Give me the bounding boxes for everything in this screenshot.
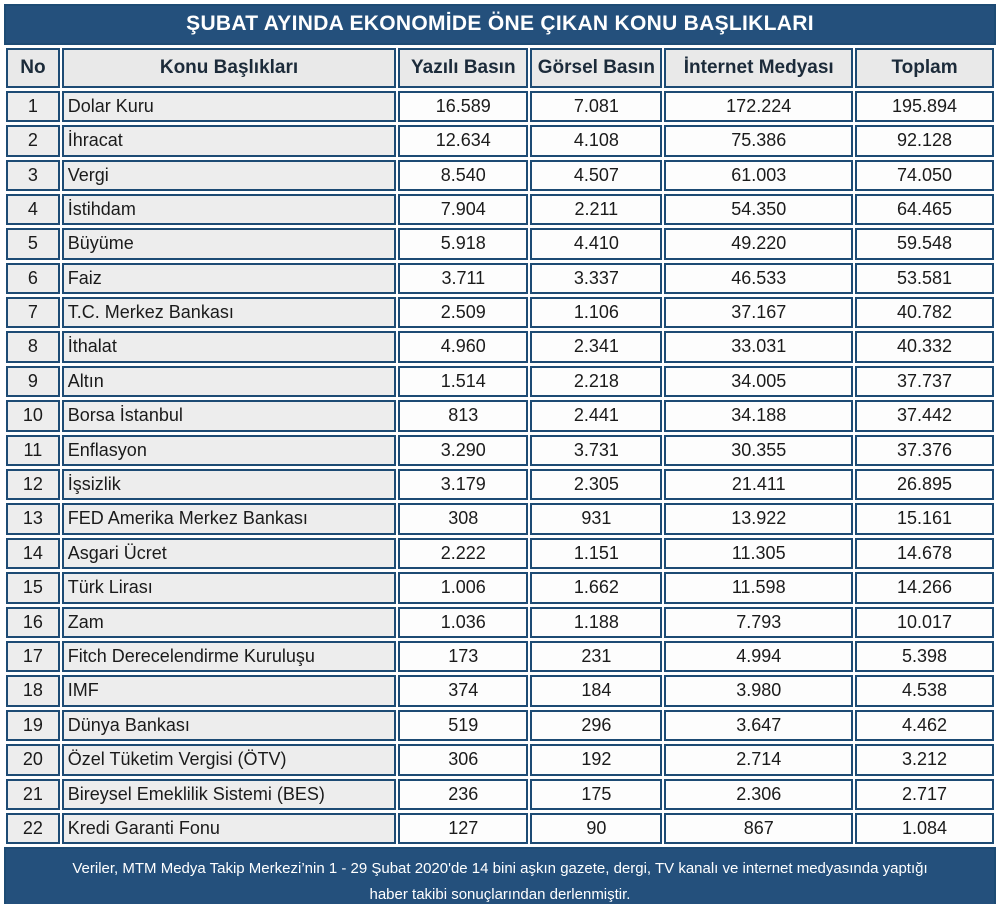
table-row bbox=[6, 572, 994, 603]
topic-cell: IMF bbox=[62, 675, 396, 706]
table-row bbox=[6, 228, 994, 259]
value-cell: 64.465 bbox=[855, 194, 994, 225]
table-row bbox=[6, 194, 994, 225]
topic-cell: Fitch Derecelendirme Kuruluşu bbox=[62, 641, 396, 672]
table-row bbox=[6, 91, 994, 122]
value-cell: 37.167 bbox=[664, 297, 853, 328]
value-cell: 4.410 bbox=[530, 228, 662, 259]
value-cell: 2.211 bbox=[530, 194, 662, 225]
row-number-cell: 11 bbox=[6, 435, 60, 466]
value-cell: 296 bbox=[530, 710, 662, 741]
topic-cell: Özel Tüketim Vergisi (ÖTV) bbox=[62, 744, 396, 775]
table-row bbox=[6, 538, 994, 569]
value-cell: 4.538 bbox=[855, 675, 994, 706]
topic-cell: Büyüme bbox=[62, 228, 396, 259]
row-number-cell: 22 bbox=[6, 813, 60, 844]
table-row bbox=[6, 744, 994, 775]
value-cell: 7.081 bbox=[530, 91, 662, 122]
value-cell: 3.731 bbox=[530, 435, 662, 466]
value-cell: 519 bbox=[398, 710, 528, 741]
table-row bbox=[6, 779, 994, 810]
value-cell: 2.306 bbox=[664, 779, 853, 810]
row-number-cell: 17 bbox=[6, 641, 60, 672]
value-cell: 5.918 bbox=[398, 228, 528, 259]
row-number-cell: 19 bbox=[6, 710, 60, 741]
value-cell: 4.462 bbox=[855, 710, 994, 741]
table-row bbox=[6, 675, 994, 706]
value-cell: 33.031 bbox=[664, 331, 853, 362]
column-header-2: Yazılı Basın bbox=[398, 48, 528, 88]
topic-cell: Vergi bbox=[62, 160, 396, 191]
table-row bbox=[6, 710, 994, 741]
value-cell: 12.634 bbox=[398, 125, 528, 156]
value-cell: 10.017 bbox=[855, 607, 994, 638]
topic-cell: Asgari Ücret bbox=[62, 538, 396, 569]
value-cell: 61.003 bbox=[664, 160, 853, 191]
topics-table bbox=[4, 45, 996, 847]
value-cell: 3.980 bbox=[664, 675, 853, 706]
value-cell: 308 bbox=[398, 503, 528, 534]
value-cell: 7.793 bbox=[664, 607, 853, 638]
value-cell: 54.350 bbox=[664, 194, 853, 225]
value-cell: 3.212 bbox=[855, 744, 994, 775]
value-cell: 26.895 bbox=[855, 469, 994, 500]
table-row bbox=[6, 331, 994, 362]
value-cell: 40.782 bbox=[855, 297, 994, 328]
row-number-cell: 15 bbox=[6, 572, 60, 603]
topic-cell: Bireysel Emeklilik Sistemi (BES) bbox=[62, 779, 396, 810]
table-row bbox=[6, 366, 994, 397]
row-number-cell: 20 bbox=[6, 744, 60, 775]
value-cell: 3.337 bbox=[530, 263, 662, 294]
value-cell: 14.678 bbox=[855, 538, 994, 569]
topic-cell: Kredi Garanti Fonu bbox=[62, 813, 396, 844]
value-cell: 184 bbox=[530, 675, 662, 706]
table-row bbox=[6, 400, 994, 431]
value-cell: 192 bbox=[530, 744, 662, 775]
row-number-cell: 2 bbox=[6, 125, 60, 156]
value-cell: 2.717 bbox=[855, 779, 994, 810]
page-title: ŞUBAT AYINDA EKONOMİDE ÖNE ÇIKAN KONU BAŞLIKLARI bbox=[4, 4, 996, 45]
table-row bbox=[6, 160, 994, 191]
row-number-cell: 9 bbox=[6, 366, 60, 397]
value-cell: 21.411 bbox=[664, 469, 853, 500]
value-cell: 2.305 bbox=[530, 469, 662, 500]
table-row bbox=[6, 125, 994, 156]
value-cell: 49.220 bbox=[664, 228, 853, 259]
value-cell: 37.442 bbox=[855, 400, 994, 431]
value-cell: 1.151 bbox=[530, 538, 662, 569]
source-note-line2: haber takibi sonuçlarından derlenmiştir. bbox=[369, 886, 631, 904]
table-row bbox=[6, 263, 994, 294]
row-number-cell: 5 bbox=[6, 228, 60, 259]
topic-cell: İhracat bbox=[62, 125, 396, 156]
value-cell: 37.737 bbox=[855, 366, 994, 397]
value-cell: 173 bbox=[398, 641, 528, 672]
topic-cell: İşsizlik bbox=[62, 469, 396, 500]
column-header-3: Görsel Basın bbox=[530, 48, 662, 88]
value-cell: 175 bbox=[530, 779, 662, 810]
column-header-0: No bbox=[6, 48, 60, 88]
value-cell: 172.224 bbox=[664, 91, 853, 122]
table-body bbox=[6, 91, 994, 845]
topic-cell: T.C. Merkez Bankası bbox=[62, 297, 396, 328]
value-cell: 1.006 bbox=[398, 572, 528, 603]
value-cell: 3.179 bbox=[398, 469, 528, 500]
value-cell: 8.540 bbox=[398, 160, 528, 191]
value-cell: 34.188 bbox=[664, 400, 853, 431]
value-cell: 16.589 bbox=[398, 91, 528, 122]
column-header-4: İnternet Medyası bbox=[664, 48, 853, 88]
value-cell: 74.050 bbox=[855, 160, 994, 191]
row-number-cell: 7 bbox=[6, 297, 60, 328]
row-number-cell: 10 bbox=[6, 400, 60, 431]
value-cell: 37.376 bbox=[855, 435, 994, 466]
row-number-cell: 4 bbox=[6, 194, 60, 225]
topic-cell: İstihdam bbox=[62, 194, 396, 225]
table-row bbox=[6, 503, 994, 534]
value-cell: 11.305 bbox=[664, 538, 853, 569]
table-row bbox=[6, 813, 994, 844]
topic-cell: Dolar Kuru bbox=[62, 91, 396, 122]
row-number-cell: 18 bbox=[6, 675, 60, 706]
value-cell: 1.662 bbox=[530, 572, 662, 603]
value-cell: 46.533 bbox=[664, 263, 853, 294]
topic-cell: Zam bbox=[62, 607, 396, 638]
table-row bbox=[6, 469, 994, 500]
row-number-cell: 16 bbox=[6, 607, 60, 638]
topic-cell: İthalat bbox=[62, 331, 396, 362]
topic-cell: Borsa İstanbul bbox=[62, 400, 396, 431]
value-cell: 1.084 bbox=[855, 813, 994, 844]
table-row bbox=[6, 297, 994, 328]
column-header-5: Toplam bbox=[855, 48, 994, 88]
value-cell: 813 bbox=[398, 400, 528, 431]
value-cell: 14.266 bbox=[855, 572, 994, 603]
value-cell: 4.994 bbox=[664, 641, 853, 672]
value-cell: 13.922 bbox=[664, 503, 853, 534]
column-header-1: Konu Başlıkları bbox=[62, 48, 396, 88]
value-cell: 2.441 bbox=[530, 400, 662, 431]
source-note bbox=[4, 847, 996, 904]
value-cell: 30.355 bbox=[664, 435, 853, 466]
value-cell: 4.960 bbox=[398, 331, 528, 362]
value-cell: 4.507 bbox=[530, 160, 662, 191]
value-cell: 2.341 bbox=[530, 331, 662, 362]
value-cell: 59.548 bbox=[855, 228, 994, 259]
value-cell: 40.332 bbox=[855, 331, 994, 362]
value-cell: 2.218 bbox=[530, 366, 662, 397]
value-cell: 15.161 bbox=[855, 503, 994, 534]
value-cell: 867 bbox=[664, 813, 853, 844]
value-cell: 34.005 bbox=[664, 366, 853, 397]
value-cell: 90 bbox=[530, 813, 662, 844]
row-number-cell: 3 bbox=[6, 160, 60, 191]
table-header-row bbox=[6, 48, 994, 88]
value-cell: 2.509 bbox=[398, 297, 528, 328]
value-cell: 306 bbox=[398, 744, 528, 775]
value-cell: 2.222 bbox=[398, 538, 528, 569]
value-cell: 1.036 bbox=[398, 607, 528, 638]
value-cell: 53.581 bbox=[855, 263, 994, 294]
row-number-cell: 12 bbox=[6, 469, 60, 500]
value-cell: 127 bbox=[398, 813, 528, 844]
value-cell: 3.290 bbox=[398, 435, 528, 466]
value-cell: 1.514 bbox=[398, 366, 528, 397]
value-cell: 7.904 bbox=[398, 194, 528, 225]
row-number-cell: 8 bbox=[6, 331, 60, 362]
value-cell: 1.106 bbox=[530, 297, 662, 328]
value-cell: 236 bbox=[398, 779, 528, 810]
table-row bbox=[6, 435, 994, 466]
value-cell: 5.398 bbox=[855, 641, 994, 672]
value-cell: 1.188 bbox=[530, 607, 662, 638]
topic-cell: Faiz bbox=[62, 263, 396, 294]
value-cell: 4.108 bbox=[530, 125, 662, 156]
topic-cell: Dünya Bankası bbox=[62, 710, 396, 741]
value-cell: 931 bbox=[530, 503, 662, 534]
source-note-line1: Veriler, MTM Medya Takip Merkezi’nin 1 - 29 Şubat 2020'de 14 bini aşkın gazete, dergi, TV kanalı ve internet medyasında yaptığı bbox=[72, 860, 928, 878]
value-cell: 374 bbox=[398, 675, 528, 706]
value-cell: 92.128 bbox=[855, 125, 994, 156]
row-number-cell: 14 bbox=[6, 538, 60, 569]
value-cell: 3.647 bbox=[664, 710, 853, 741]
table-row bbox=[6, 641, 994, 672]
row-number-cell: 6 bbox=[6, 263, 60, 294]
value-cell: 75.386 bbox=[664, 125, 853, 156]
row-number-cell: 1 bbox=[6, 91, 60, 122]
value-cell: 3.711 bbox=[398, 263, 528, 294]
topic-cell: FED Amerika Merkez Bankası bbox=[62, 503, 396, 534]
topic-cell: Altın bbox=[62, 366, 396, 397]
value-cell: 2.714 bbox=[664, 744, 853, 775]
row-number-cell: 13 bbox=[6, 503, 60, 534]
table-row bbox=[6, 607, 994, 638]
value-cell: 11.598 bbox=[664, 572, 853, 603]
topic-cell: Türk Lirası bbox=[62, 572, 396, 603]
topic-cell: Enflasyon bbox=[62, 435, 396, 466]
value-cell: 231 bbox=[530, 641, 662, 672]
value-cell: 195.894 bbox=[855, 91, 994, 122]
row-number-cell: 21 bbox=[6, 779, 60, 810]
